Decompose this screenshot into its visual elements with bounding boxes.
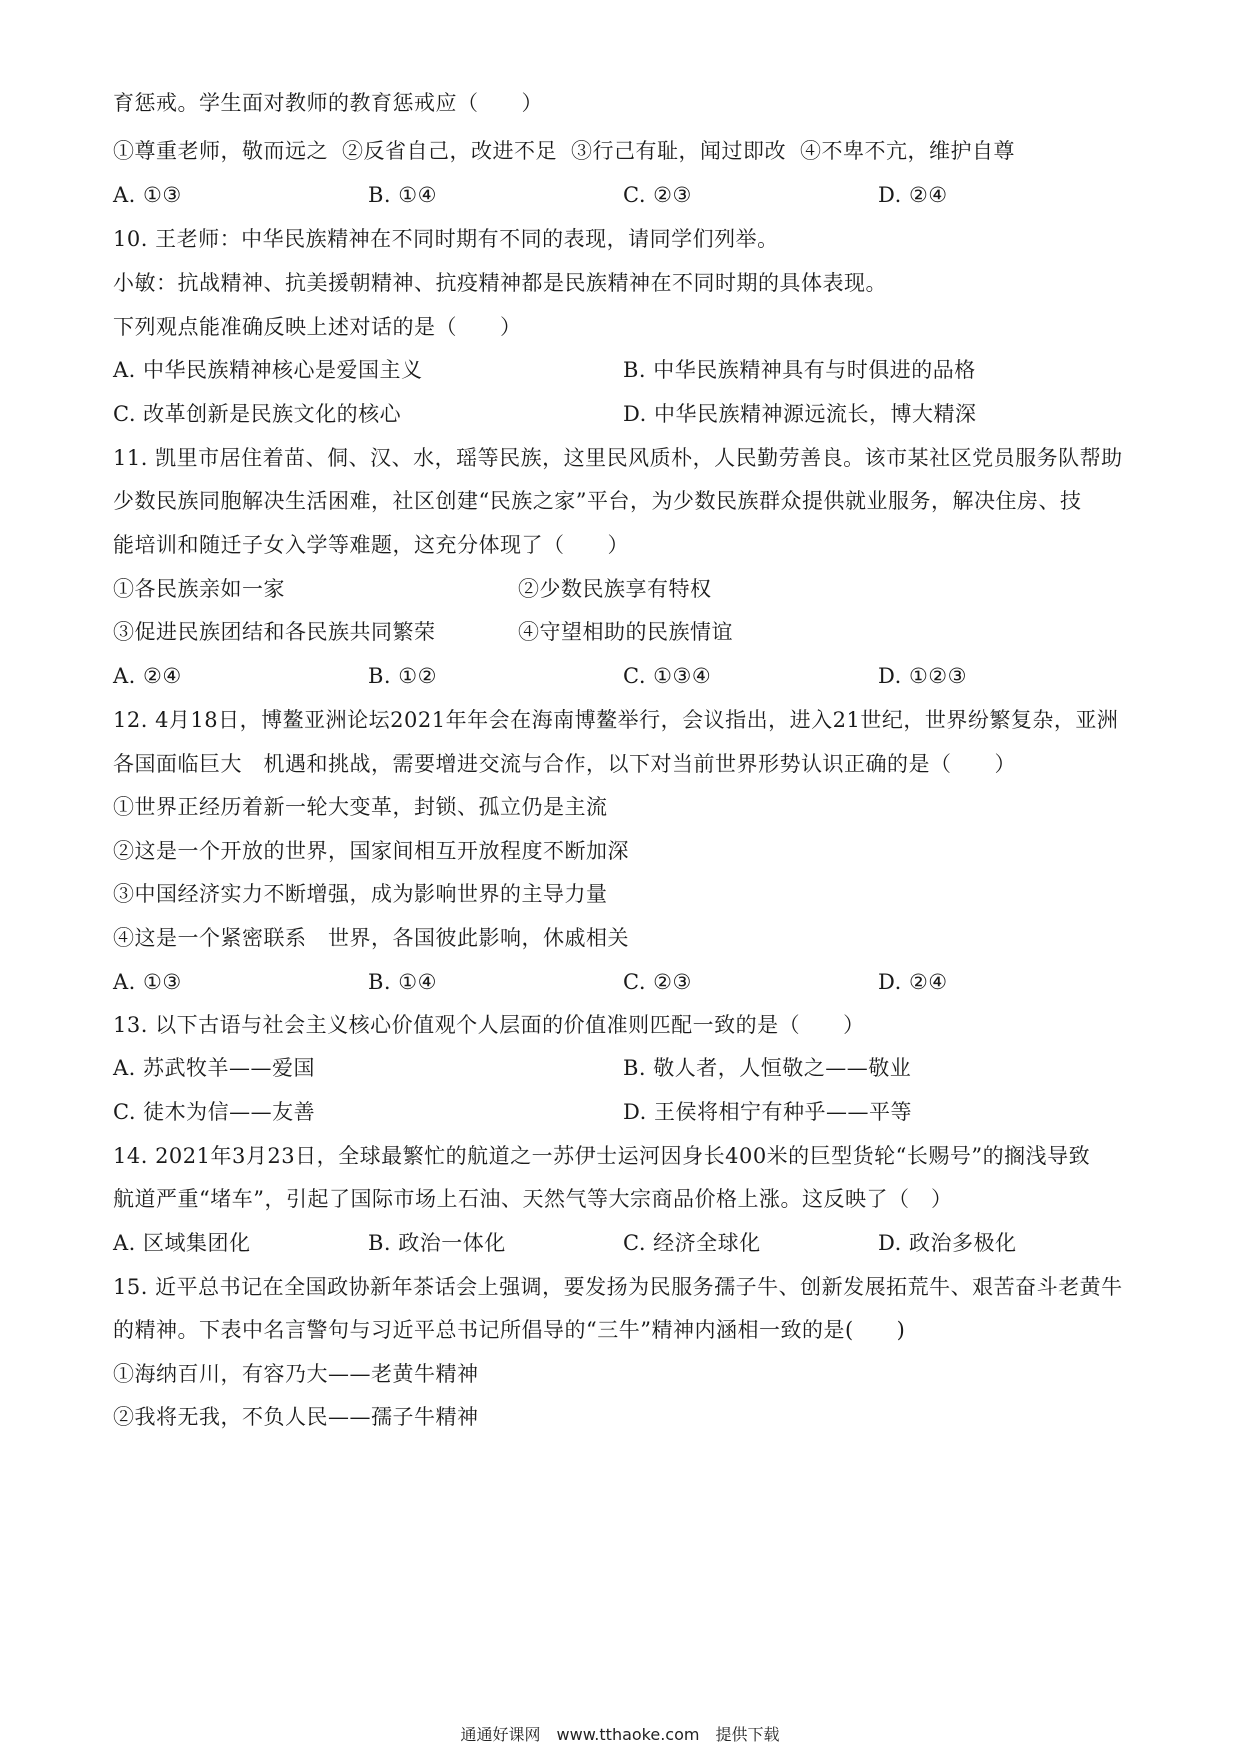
q10-stem-line1: 10. 王老师：中华民族精神在不同时期有不同的表现，请同学们列举。 (113, 227, 779, 251)
option-a[interactable]: A. ②④ (113, 664, 182, 688)
q15-statement: ②我将无我，不负人民——孺子牛精神 (113, 1405, 479, 1429)
q9-statement: ④不卑不亢，维护自尊 (800, 139, 1015, 163)
q11-statement: ①各民族亲如一家 (113, 577, 285, 601)
q11-stem-line1: 11. 凯里市居住着苗、侗、汉、水，瑶等民族，这里民风质朴，人民勤劳善良。该市某社区党员服务队帮助 (113, 446, 1123, 470)
q13-options-row1 (113, 1053, 1133, 1083)
option-a[interactable]: A. 区域集团化 (113, 1231, 251, 1255)
page-footer: 通通好课网 www.tthaoke.com 提供下载 (460, 1725, 780, 1744)
q15-statement: ①海纳百川，有容乃大——老黄牛精神 (113, 1362, 479, 1386)
q10-stem-line2: 小敏：抗战精神、抗美援朝精神、抗疫精神都是民族精神在不同时期的具体表现。 (113, 271, 887, 295)
q9-options (113, 180, 1133, 210)
q12-options (113, 967, 1133, 997)
q11-statement: ③促进民族团结和各民族共同繁荣 (113, 620, 436, 644)
q11-statement: ④守望相助的民族情谊 (518, 620, 733, 644)
q14-stem-line1: 14. 2021年3月23日，全球最繁忙的航道之一苏伊士运河因身长400米的巨型货轮“长赐号”的搁浅导致 (113, 1144, 1091, 1168)
option-c[interactable]: C. 改革创新是民族文化的核心 (113, 402, 402, 426)
q9-statements (113, 136, 1015, 166)
option-a[interactable]: A. 苏武牧羊——爱国 (113, 1056, 316, 1080)
q12-statement: ③中国经济实力不断增强，成为影响世界的主导力量 (113, 882, 608, 906)
option-b[interactable]: B. ①② (368, 664, 437, 688)
option-d[interactable]: D. ②④ (878, 183, 948, 207)
q11-stem-line2: 少数民族同胞解决生活困难，社区创建“民族之家”平台，为少数民族群众提供就业服务，解决住房、技 (113, 489, 1082, 513)
q11-statements-row2 (113, 617, 1133, 647)
option-b[interactable]: B. 政治一体化 (368, 1231, 506, 1255)
q11-statements-row1 (113, 574, 1133, 604)
q12-stem-line2: 各国面临巨大 机遇和挑战，需要增进交流与合作，以下对当前世界形势认识正确的是（ ） (113, 752, 1016, 776)
option-d[interactable]: D. 政治多极化 (878, 1231, 1017, 1255)
q11-stem-line3: 能培训和随迁子女入学等难题，这充分体现了（ ） (113, 533, 629, 557)
option-c[interactable]: C. ①③④ (623, 664, 712, 688)
q11-options (113, 661, 1133, 691)
q12-statement: ①世界正经历着新一轮大变革，封锁、孤立仍是主流 (113, 795, 608, 819)
q15-stem-line1: 15. 近平总书记在全国政协新年茶话会上强调，要发扬为民服务孺子牛、创新发展拓荒牛、艰苦奋斗老黄牛 (113, 1275, 1123, 1299)
option-b[interactable]: B. ①④ (368, 970, 437, 994)
q9-statement: ①尊重老师，敬而远之 (113, 139, 328, 163)
option-c[interactable]: C. 经济全球化 (623, 1231, 761, 1255)
q14-stem-line2: 航道严重“堵车”，引起了国际市场上石油、天然气等大宗商品价格上涨。这反映了（ ） (113, 1187, 953, 1211)
option-d[interactable]: D. ②④ (878, 970, 948, 994)
option-d[interactable]: D. 王侯将相宁有种乎——平等 (623, 1100, 912, 1124)
q13-options-row2 (113, 1097, 1133, 1127)
q15-stem-line2: 的精神。下表中名言警句与习近平总书记所倡导的“三牛”精神内涵相一致的是( ) (113, 1318, 906, 1342)
option-a[interactable]: A. ①③ (113, 970, 182, 994)
option-b[interactable]: B. 中华民族精神具有与时俱进的品格 (623, 358, 976, 382)
q10-options-row2 (113, 399, 1133, 429)
q12-statement: ④这是一个紧密联系 世界，各国彼此影响，休戚相关 (113, 926, 629, 950)
q12-stem-line1: 12. 4月18日，博鳌亚洲论坛2021年年会在海南博鳌举行，会议指出，进入21世纪，世界纷繁复杂，亚洲 (113, 708, 1119, 732)
option-c[interactable]: C. 徒木为信——友善 (113, 1100, 316, 1124)
q9-statement: ③行己有耻，闻过即改 (571, 139, 786, 163)
q12-statement: ②这是一个开放的世界，国家间相互开放程度不断加深 (113, 839, 629, 863)
option-d[interactable]: D. 中华民族精神源远流长，博大精深 (623, 402, 977, 426)
option-b[interactable]: B. ①④ (368, 183, 437, 207)
q10-stem-line3: 下列观点能准确反映上述对话的是（ ） (113, 315, 522, 339)
q9-statement: ②反省自己，改进不足 (342, 139, 557, 163)
q13-stem: 13. 以下古语与社会主义核心价值观个人层面的价值准则匹配一致的是（ ） (113, 1013, 865, 1037)
option-c[interactable]: C. ②③ (623, 970, 692, 994)
option-b[interactable]: B. 敬人者，人恒敬之——敬业 (623, 1056, 912, 1080)
q14-options (113, 1228, 1133, 1258)
option-a[interactable]: A. ①③ (113, 183, 182, 207)
option-c[interactable]: C. ②③ (623, 183, 692, 207)
q10-options-row1 (113, 355, 1133, 385)
option-a[interactable]: A. 中华民族精神核心是爱国主义 (113, 358, 423, 382)
q11-statement: ②少数民族享有特权 (518, 577, 712, 601)
option-d[interactable]: D. ①②③ (878, 664, 967, 688)
q9-stem: 育惩戒。学生面对教师的教育惩戒应（ ） (113, 91, 543, 115)
